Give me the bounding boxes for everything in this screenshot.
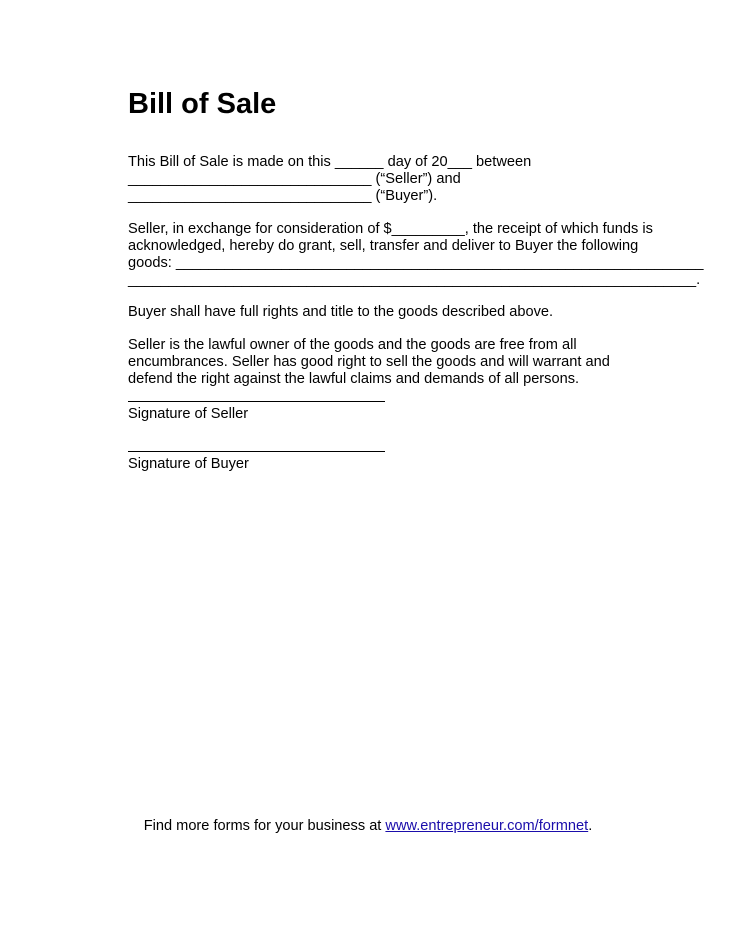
owner-paragraph: [128, 337, 610, 388]
footer-trailing: .: [588, 818, 593, 834]
document-title: Bill of Sale: [128, 88, 277, 120]
footer: [0, 818, 736, 835]
exchange-line-2: acknowledged, hereby do grant, sell, transfer and deliver to Buyer the following: [128, 238, 639, 254]
intro-line-3: ______________________________ (“Buyer”).: [128, 188, 438, 204]
owner-line-2: encumbrances. Seller has good right to sell the goods and will warrant and: [128, 354, 610, 370]
exchange-paragraph: [128, 221, 703, 289]
intro-line-1: This Bill of Sale is made on this ______ day of 20___ between: [128, 154, 532, 170]
owner-line-1: Seller is the lawful owner of the goods and the goods are free from all: [128, 337, 577, 353]
rights-line-1: Buyer shall have full rights and title to the goods described above.: [128, 304, 554, 320]
exchange-line-3: goods: _________________________________________________________________: [128, 255, 704, 271]
seller-signature-block: [128, 401, 385, 423]
owner-line-3: defend the right against the lawful claims and demands of all persons.: [128, 371, 580, 387]
exchange-line-4: ______________________________________________________________________.: [128, 272, 701, 288]
buyer-signature-block: [128, 451, 385, 473]
intro-paragraph: [128, 154, 531, 205]
buyer-signature-line: [128, 451, 385, 452]
buyer-signature-label: Signature of Buyer: [128, 456, 249, 472]
rights-paragraph: [128, 304, 553, 321]
footer-text: Find more forms for your business at: [143, 818, 386, 834]
exchange-line-1: Seller, in exchange for consideration of $_________, the receipt of which funds is: [128, 221, 653, 237]
seller-signature-line: [128, 401, 385, 402]
intro-line-2: ______________________________ (“Seller”) and: [128, 171, 461, 187]
footer-link[interactable]: www.entrepreneur.com/formnet: [385, 818, 589, 834]
seller-signature-label: Signature of Seller: [128, 406, 249, 422]
